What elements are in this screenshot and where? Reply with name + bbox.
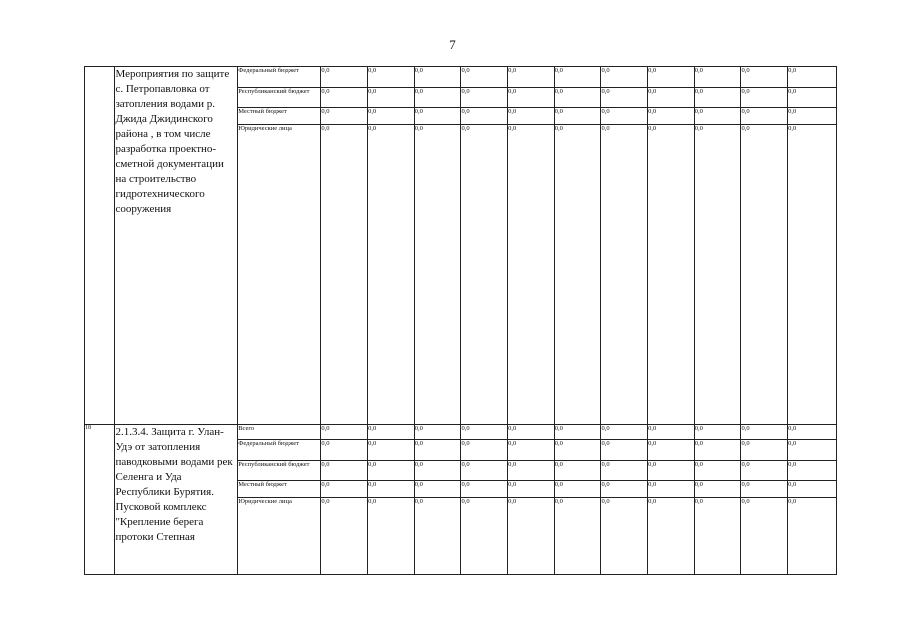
value-cell: 0,0 [601, 108, 648, 125]
value-cell: 0,0 [461, 481, 508, 498]
value-cell: 0,0 [414, 498, 461, 575]
value-cell: 0,0 [788, 461, 837, 481]
value-cell: 0,0 [741, 67, 788, 88]
funding-source: Федеральный бюджет [238, 67, 321, 88]
value-cell: 0,0 [694, 440, 741, 461]
value-cell: 0,0 [414, 481, 461, 498]
value-cell: 0,0 [741, 108, 788, 125]
value-cell: 0,0 [648, 481, 695, 498]
value-cell: 0,0 [788, 108, 837, 125]
value-cell: 0,0 [648, 88, 695, 108]
value-cell: 0,0 [508, 125, 555, 425]
value-cell: 0,0 [554, 88, 601, 108]
funding-source: Всего [238, 425, 321, 440]
value-cell: 0,0 [414, 88, 461, 108]
value-cell: 0,0 [508, 481, 555, 498]
value-cell: 0,0 [368, 440, 415, 461]
value-cell: 0,0 [601, 498, 648, 575]
value-cell: 0,0 [601, 88, 648, 108]
value-cell: 0,0 [368, 481, 415, 498]
value-cell: 0,0 [648, 125, 695, 425]
value-cell: 0,0 [554, 125, 601, 425]
value-cell: 0,0 [601, 125, 648, 425]
funding-source: Местный бюджет [238, 108, 321, 125]
value-cell: 0,0 [694, 481, 741, 498]
value-cell: 0,0 [321, 425, 368, 440]
value-cell: 0,0 [694, 108, 741, 125]
value-cell: 0,0 [461, 108, 508, 125]
value-cell: 0,0 [694, 88, 741, 108]
value-cell: 0,0 [741, 440, 788, 461]
value-cell: 0,0 [554, 425, 601, 440]
value-cell: 0,0 [554, 108, 601, 125]
value-cell: 0,0 [508, 67, 555, 88]
value-cell: 0,0 [741, 498, 788, 575]
funding-source: Федеральный бюджет [238, 440, 321, 461]
value-cell: 0,0 [414, 108, 461, 125]
value-cell: 0,0 [741, 481, 788, 498]
value-cell: 0,0 [648, 425, 695, 440]
value-cell: 0,0 [321, 498, 368, 575]
value-cell: 0,0 [461, 440, 508, 461]
value-cell: 0,0 [508, 498, 555, 575]
value-cell: 0,0 [368, 498, 415, 575]
value-cell: 0,0 [788, 88, 837, 108]
value-cell: 0,0 [508, 108, 555, 125]
value-cell: 0,0 [461, 67, 508, 88]
value-cell: 0,0 [414, 440, 461, 461]
value-cell: 0,0 [741, 125, 788, 425]
value-cell: 0,0 [554, 461, 601, 481]
funding-source: Юридические лица [238, 498, 321, 575]
value-cell: 0,0 [414, 67, 461, 88]
value-cell: 0,0 [461, 125, 508, 425]
funding-source: Республиканский бюджет [238, 88, 321, 108]
table-row [85, 67, 837, 88]
value-cell: 0,0 [461, 425, 508, 440]
value-cell: 0,0 [368, 425, 415, 440]
value-cell: 0,0 [694, 425, 741, 440]
budget-table [84, 66, 837, 575]
value-cell: 0,0 [648, 108, 695, 125]
value-cell: 0,0 [321, 88, 368, 108]
value-cell: 0,0 [368, 108, 415, 125]
value-cell: 0,0 [368, 125, 415, 425]
value-cell: 0,0 [508, 461, 555, 481]
value-cell: 0,0 [648, 498, 695, 575]
row-number: 18 [85, 425, 115, 575]
row-number [85, 67, 115, 425]
value-cell: 0,0 [461, 498, 508, 575]
value-cell: 0,0 [414, 461, 461, 481]
value-cell: 0,0 [788, 425, 837, 440]
value-cell: 0,0 [368, 88, 415, 108]
value-cell: 0,0 [508, 88, 555, 108]
value-cell: 0,0 [741, 88, 788, 108]
value-cell: 0,0 [368, 67, 415, 88]
value-cell: 0,0 [554, 67, 601, 88]
value-cell: 0,0 [321, 125, 368, 425]
value-cell: 0,0 [414, 425, 461, 440]
value-cell: 0,0 [321, 461, 368, 481]
value-cell: 0,0 [788, 440, 837, 461]
value-cell: 0,0 [741, 461, 788, 481]
value-cell: 0,0 [788, 498, 837, 575]
value-cell: 0,0 [554, 440, 601, 461]
value-cell: 0,0 [601, 425, 648, 440]
value-cell: 0,0 [694, 67, 741, 88]
value-cell: 0,0 [694, 461, 741, 481]
value-cell: 0,0 [321, 440, 368, 461]
value-cell: 0,0 [741, 425, 788, 440]
funding-source: Местный бюджет [238, 481, 321, 498]
value-cell: 0,0 [694, 498, 741, 575]
value-cell: 0,0 [461, 461, 508, 481]
value-cell: 0,0 [414, 125, 461, 425]
funding-source: Юридические лица [238, 125, 321, 425]
table-row [85, 425, 837, 440]
value-cell: 0,0 [321, 481, 368, 498]
value-cell: 0,0 [461, 88, 508, 108]
value-cell: 0,0 [321, 108, 368, 125]
value-cell: 0,0 [601, 481, 648, 498]
value-cell: 0,0 [648, 461, 695, 481]
value-cell: 0,0 [368, 461, 415, 481]
value-cell: 0,0 [601, 440, 648, 461]
value-cell: 0,0 [788, 67, 837, 88]
value-cell: 0,0 [694, 125, 741, 425]
value-cell: 0,0 [508, 440, 555, 461]
value-cell: 0,0 [601, 67, 648, 88]
value-cell: 0,0 [554, 498, 601, 575]
value-cell: 0,0 [321, 67, 368, 88]
value-cell: 0,0 [554, 481, 601, 498]
value-cell: 0,0 [601, 461, 648, 481]
value-cell: 0,0 [788, 125, 837, 425]
page-number: 7 [449, 37, 456, 52]
value-cell: 0,0 [648, 67, 695, 88]
value-cell: 0,0 [508, 425, 555, 440]
value-cell: 0,0 [648, 440, 695, 461]
funding-source: Республиканский бюджет [238, 461, 321, 481]
value-cell: 0,0 [788, 481, 837, 498]
activity-description: Мероприятия по защите с. Петропавловка от затопления водами р. Джида Джидинского района , в том числе разработка проектно-сметной документации на строительство гидротехнического сооружения [115, 67, 238, 425]
activity-description: 2.1.3.4. Защита г. Улан-Удэ от затопления паводковыми водами рек Селенга и Уда Республики Бурятия. Пусковой комплекс "Крепление берега протоки Степная [115, 425, 238, 575]
